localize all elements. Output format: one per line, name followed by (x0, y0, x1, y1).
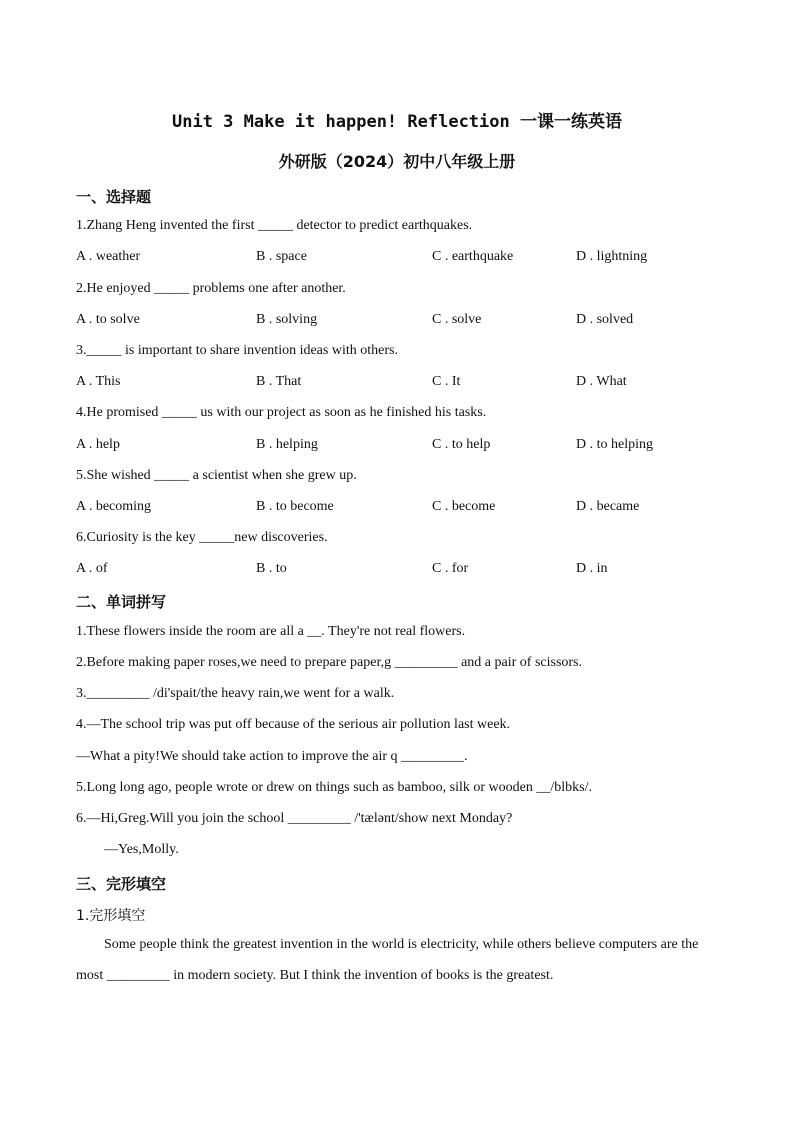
option-a: A . of (76, 561, 108, 576)
question-stem: 2.He enjoyed _____ problems one after another. (76, 281, 346, 296)
question-stem: 1.Zhang Heng invented the first _____ detector to predict earthquakes. (76, 218, 473, 233)
option-d: D . became (576, 499, 640, 514)
cloze-subheading: 1.完形填空 (76, 908, 146, 924)
option-d: D . lightning (576, 249, 648, 264)
option-c: C . earthquake (432, 249, 514, 264)
question-stem: 6.Curiosity is the key _____new discoveries. (76, 530, 328, 545)
option-c: C . to help (432, 437, 491, 452)
section-heading-cloze: 三、完形填空 (76, 875, 167, 893)
question-stem: 4.He promised _____ us with our project as soon as he finished his tasks. (76, 405, 487, 420)
option-b: B . That (256, 374, 302, 389)
spelling-item: 5.Long long ago, people wrote or drew on things such as bamboo, silk or wooden __/blbks/. (76, 780, 592, 795)
option-a: A . This (76, 374, 121, 389)
spelling-item: 3._________ /di'spait/the heavy rain,we went for a walk. (76, 686, 395, 701)
question-stem: 3._____ is important to share invention ideas with others. (76, 343, 398, 358)
option-d: D . What (576, 374, 627, 389)
option-c: C . become (432, 499, 496, 514)
section-heading-choice: 一、选择题 (76, 188, 152, 206)
spelling-item: 4.—The school trip was put off because of the serious air pollution last week. (76, 717, 511, 732)
question-stem: 5.She wished _____ a scientist when she grew up. (76, 468, 357, 483)
page-subtitle: 外研版（2024）初中八年级上册 (278, 152, 516, 171)
spelling-item: 6.—Hi,Greg.Will you join the school _________ /'tælənt/show next Monday? (76, 811, 513, 826)
option-a: A . to solve (76, 312, 140, 327)
spelling-item: 1.These flowers inside the room are all a __. They're not real flowers. (76, 624, 466, 639)
option-a: A . help (76, 437, 120, 452)
spelling-item: 2.Before making paper roses,we need to prepare paper,g _________ and a pair of scissors. (76, 655, 582, 670)
option-c: C . It (432, 374, 461, 389)
option-a: A . weather (76, 249, 141, 264)
page-title: Unit 3 Make it happen! Reflection 一课一练英语 (172, 112, 622, 132)
option-c: C . solve (432, 312, 482, 327)
option-c: C . for (432, 561, 469, 576)
option-d: D . in (576, 561, 608, 576)
option-a: A . becoming (76, 499, 152, 514)
option-d: D . to helping (576, 437, 653, 452)
option-b: B . helping (256, 437, 318, 452)
option-b: B . to (256, 561, 287, 576)
spelling-item: —Yes,Molly. (104, 842, 179, 857)
option-b: B . to become (256, 499, 334, 514)
cloze-passage: Some people think the greatest invention in the world is electricity, while others believe computers are the most _________ in modern society. But I think the invention of books is the greatest. (76, 937, 699, 983)
spelling-item: —What a pity!We should take action to improve the air q _________. (76, 749, 468, 764)
option-b: B . solving (256, 312, 318, 327)
option-b: B . space (256, 249, 307, 264)
section-heading-spelling: 二、单词拼写 (76, 593, 167, 611)
option-d: D . solved (576, 312, 634, 327)
